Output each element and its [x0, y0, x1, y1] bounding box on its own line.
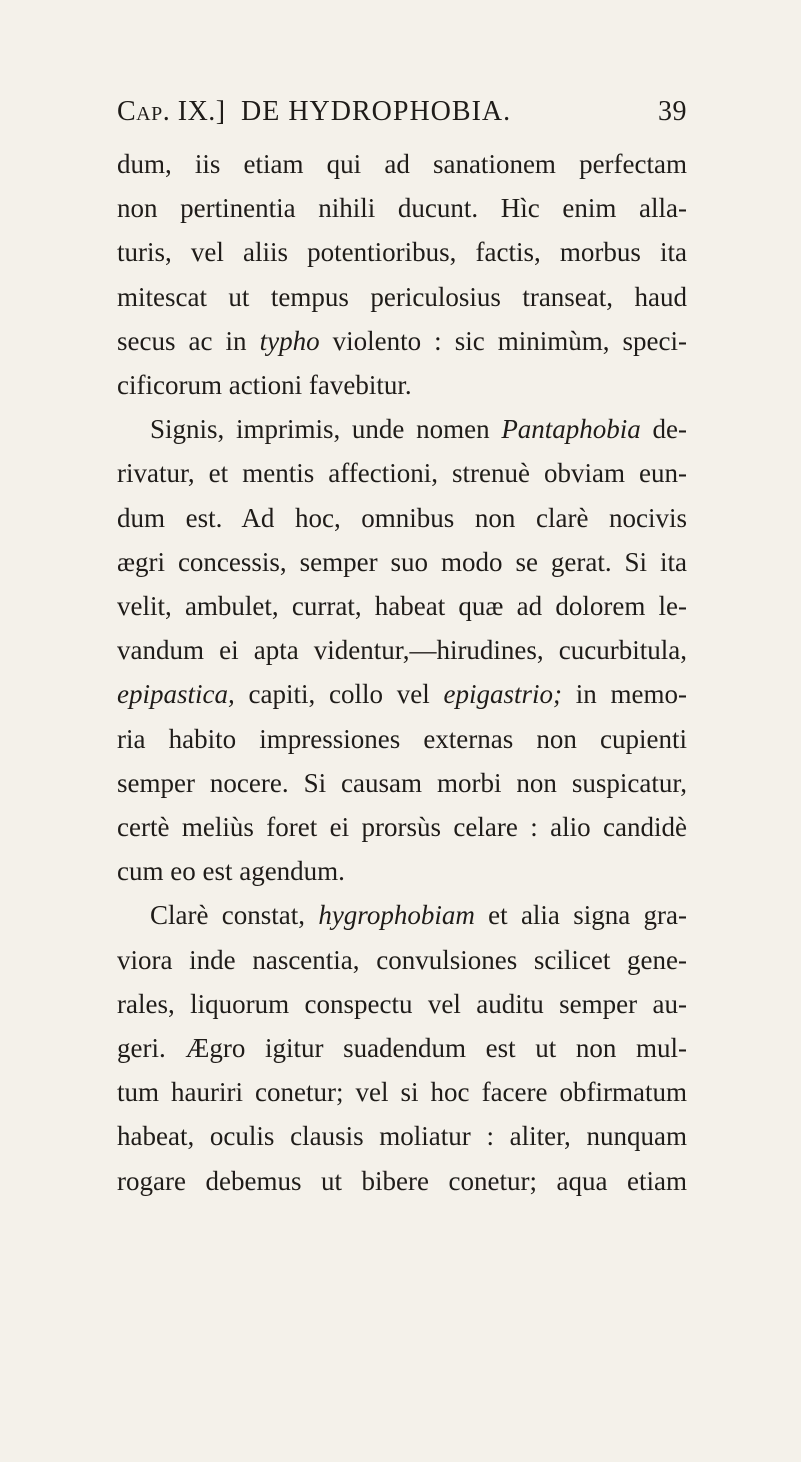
text-line — [117, 808, 687, 846]
text-segment: viora inde nascentia, convulsiones scilicet gene- — [117, 944, 687, 975]
text-segment: violento : sic minimùm, speci- — [319, 325, 687, 356]
italic-term: typho — [259, 325, 320, 356]
text-segment: habeat, oculis clausis moliatur : aliter, nunquam — [117, 1121, 687, 1152]
text-segment: velit, ambulet, currat, habeat quæ ad dolorem le- — [117, 591, 687, 621]
text-line — [117, 366, 687, 404]
italic-term: epigastrio; — [443, 679, 562, 710]
text-line — [117, 145, 687, 183]
italic-term: Pantaphobia — [501, 414, 641, 445]
text-line — [117, 587, 687, 625]
text-line — [117, 720, 687, 758]
text-segment: de- — [640, 414, 687, 445]
text-line — [117, 675, 687, 713]
text-segment: dum, iis etiam qui ad sanationem perfectam — [117, 149, 687, 179]
text-segment: tum hauriri conetur; vel si hoc facere obfirmatum — [117, 1077, 687, 1108]
text-segment: non pertinentia nihili ducunt. Hìc enim alla- — [117, 193, 687, 224]
text-segment: in memo- — [561, 679, 687, 710]
text-segment: turis, vel aliis potentioribus, factis, morbus ita — [117, 237, 687, 268]
text-line — [117, 1073, 687, 1111]
text-segment: vandum ei apta videntur,—hirudines, cucurbitula, — [117, 635, 687, 666]
text-segment: rogare debemus ut bibere conetur; aqua etiam — [117, 1165, 687, 1196]
text-line — [117, 322, 687, 360]
text-segment: ria habito impressiones externas non cupienti — [117, 723, 687, 754]
text-segment: cificorum actioni favebitur. — [117, 370, 412, 400]
italic-term: epipastica, — [117, 679, 235, 710]
text-line — [117, 764, 687, 802]
text-segment: ægri concessis, semper suo modo se gerat. Si ita — [117, 546, 687, 577]
text-line — [117, 499, 687, 537]
text-line — [117, 852, 687, 890]
text-segment: dum est. Ad hoc, omnibus non clarè nocivis — [117, 502, 687, 533]
text-segment: rivatur, et mentis affectioni, strenuè obviam eun- — [117, 458, 687, 489]
text-segment: certè meliùs foret ei prorsùs celare : alio candidè — [117, 812, 687, 842]
text-line — [117, 631, 687, 669]
text-segment: mitescat ut tempus periculosius transeat, haud — [117, 281, 687, 312]
text-segment: secus ac in — [117, 325, 260, 356]
text-line — [117, 233, 687, 271]
text-line — [117, 543, 687, 581]
text-segment: cum eo est agendum. — [117, 856, 345, 887]
text-line — [117, 278, 687, 316]
text-line — [117, 1029, 687, 1067]
text-segment: Signis, imprimis, unde nomen — [150, 414, 502, 445]
page-number: 39 — [658, 96, 687, 127]
text-segment: Clarè constat, — [150, 900, 319, 931]
running-header — [117, 96, 687, 132]
text-line — [150, 410, 687, 448]
text-line — [117, 985, 687, 1023]
text-line — [117, 941, 687, 979]
chapter-label: Cap. IX.] — [117, 96, 226, 127]
text-segment: rales, liquorum conspectu vel auditu semper au- — [117, 988, 687, 1019]
text-line — [117, 1162, 687, 1200]
text-segment: et alia signa gra- — [474, 900, 687, 931]
text-segment: geri. Ægro igitur suadendum est ut non mul- — [117, 1033, 687, 1063]
text-line — [117, 1117, 687, 1155]
text-line — [117, 189, 687, 227]
text-segment: semper nocere. Si causam morbi non suspicatur, — [117, 767, 687, 798]
text-line — [150, 896, 687, 934]
text-line — [117, 454, 687, 492]
italic-term: hygrophobiam — [318, 900, 475, 931]
running-title: DE HYDROPHOBIA. — [241, 96, 512, 127]
text-segment: capiti, collo vel — [234, 679, 444, 710]
